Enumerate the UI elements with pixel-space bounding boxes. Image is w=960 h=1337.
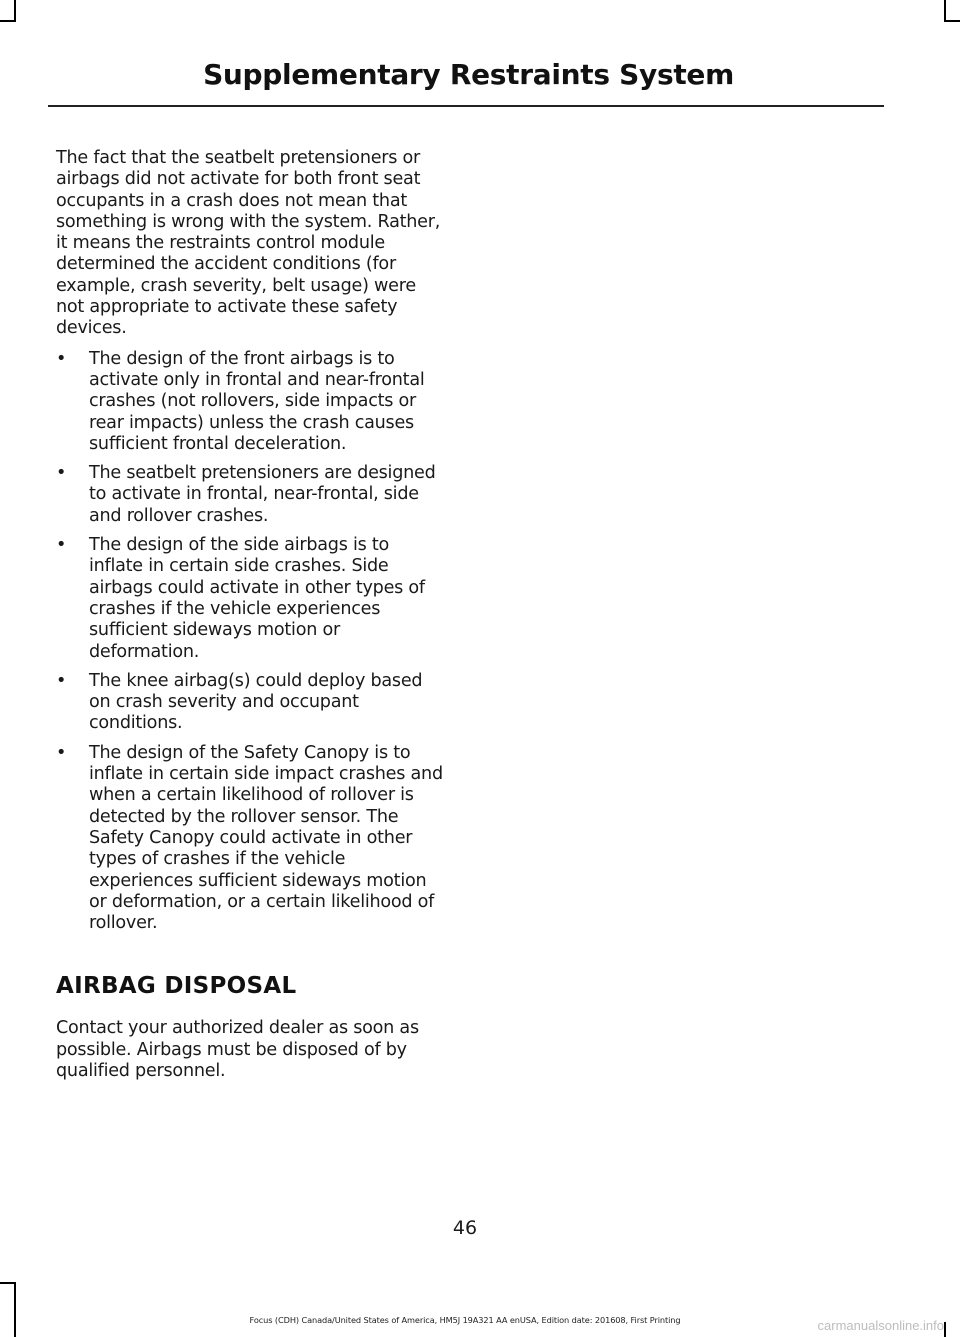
crop-mark bbox=[944, 1322, 946, 1337]
bullet-icon: • bbox=[56, 670, 67, 691]
list-item-text: The design of the Safety Canopy is to inflate in certain side impact crashes and when a certain likelihood of rollover is detected by the rollover sensor. The Safety Canopy could activate in other types of crashes if the vehicle experiences sufficient sideways motion or deformation, or a certain likelihood of rollover. bbox=[89, 742, 443, 934]
list-item bbox=[56, 743, 448, 935]
list-item bbox=[56, 535, 448, 663]
list-item-text: The design of the front airbags is to activate only in frontal and near-frontal crashes (not rollovers, side impacts or rear impacts) unless the crash causes sufficient frontal deceleration. bbox=[89, 348, 425, 454]
crop-mark bbox=[944, 20, 960, 22]
crop-mark bbox=[944, 0, 946, 22]
bullet-icon: • bbox=[56, 742, 67, 763]
list-item-text: The design of the side airbags is to inflate in certain side crashes. Side airbags could activate in other types of crashes if the vehicle experiences sufficient sideways motion or deformation. bbox=[89, 535, 425, 662]
list-item bbox=[56, 463, 448, 527]
list-item-text: The seatbelt pretensioners are designed to activate in frontal, near-frontal, side and rollover crashes. bbox=[89, 463, 436, 526]
crop-mark bbox=[14, 1282, 16, 1337]
list-item bbox=[56, 349, 448, 455]
section-paragraph: Contact your authorized dealer as soon as possible. Airbags must be disposed of by qualified personnel. bbox=[56, 1018, 419, 1081]
page-number: 46 bbox=[452, 1217, 478, 1239]
footer-edition-info: Focus (CDH) Canada/United States of America, HM5J 19A321 AA enUSA, Edition date: 201608, First Printing bbox=[249, 1315, 681, 1325]
list-item-text: The knee airbag(s) could deploy based on crash severity and occupant conditions. bbox=[89, 670, 423, 734]
bullet-icon: • bbox=[56, 463, 67, 484]
header-divider bbox=[48, 105, 884, 107]
section-heading: AIRBAG DISPOSAL bbox=[56, 973, 297, 1000]
crop-mark bbox=[14, 0, 16, 22]
watermark: carmanualsonline.info bbox=[817, 1318, 944, 1333]
bullet-list bbox=[56, 349, 448, 935]
content-column bbox=[56, 148, 448, 1082]
intro-paragraph: The fact that the seatbelt pretensioners or airbags did not activate for both front seat occupants in a crash does not mean that something is wrong with the system. Rather, it means the restraints control module determined the accident conditions (for example, crash severity, belt usage) were not appropriate to activate these safety devices. bbox=[56, 148, 441, 339]
list-item bbox=[56, 671, 448, 735]
bullet-icon: • bbox=[56, 535, 67, 556]
crop-mark bbox=[0, 20, 16, 22]
bullet-icon: • bbox=[56, 348, 67, 369]
page-header-title: Supplementary Restraints System bbox=[203, 58, 734, 91]
